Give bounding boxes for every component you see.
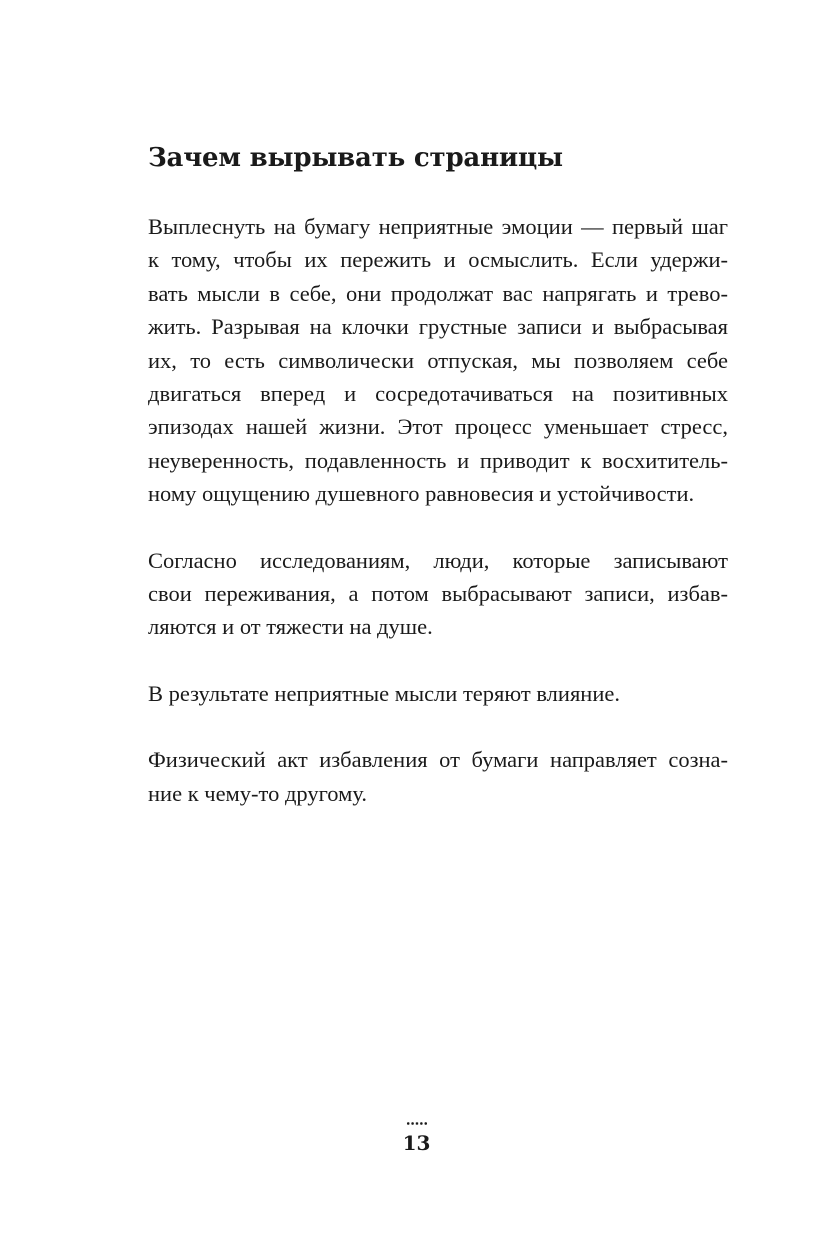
text-line: ному ощущению душевного равновесия и устойчивости. bbox=[148, 481, 695, 507]
text-line: свои переживания, а потом выбрасывают записи, избав- bbox=[148, 581, 728, 607]
page-number: 13 bbox=[402, 1131, 431, 1155]
paragraph-2 bbox=[148, 544, 728, 644]
page-title: Зачем вырывать страницы bbox=[148, 143, 563, 173]
dotted-ornament-icon bbox=[406, 1122, 428, 1125]
text-line: Выплеснуть на бумагу неприятные эмоции — первый шаг bbox=[148, 214, 728, 239]
text-line: жить. Разрывая на клочки грустные записи и выбрасывая bbox=[148, 314, 728, 340]
text-line: ние к чему-то другому. bbox=[148, 780, 367, 806]
page-footer bbox=[0, 1122, 833, 1155]
paragraph-4 bbox=[148, 743, 728, 810]
text-line: Согласно исследованиям, люди, которые записывают bbox=[148, 547, 728, 573]
page-content bbox=[148, 140, 728, 843]
text-line: их, то есть символически отпуская, мы позволяем себе bbox=[148, 347, 728, 373]
text-line: ляются и от тяжести на душе. bbox=[148, 614, 433, 640]
text-line: двигаться вперед и сосредотачиваться на позитивных bbox=[148, 381, 728, 407]
text-line: Физический акт избавления от бумаги направляет созна- bbox=[148, 747, 728, 773]
paragraph-3 bbox=[148, 677, 728, 710]
text-line: В результате неприятные мысли теряют влияние. bbox=[148, 680, 620, 706]
paragraph-1 bbox=[148, 210, 728, 511]
text-line: вать мысли в себе, они продолжат вас напрягать и трево- bbox=[148, 280, 728, 306]
text-line: неуверенность, подавленность и приводит к восхититель- bbox=[148, 447, 728, 473]
text-line: к тому, чтобы их пережить и осмыслить. Если удержи- bbox=[148, 247, 728, 273]
text-line: эпизодах нашей жизни. Этот процесс уменьшает стресс, bbox=[148, 414, 728, 440]
